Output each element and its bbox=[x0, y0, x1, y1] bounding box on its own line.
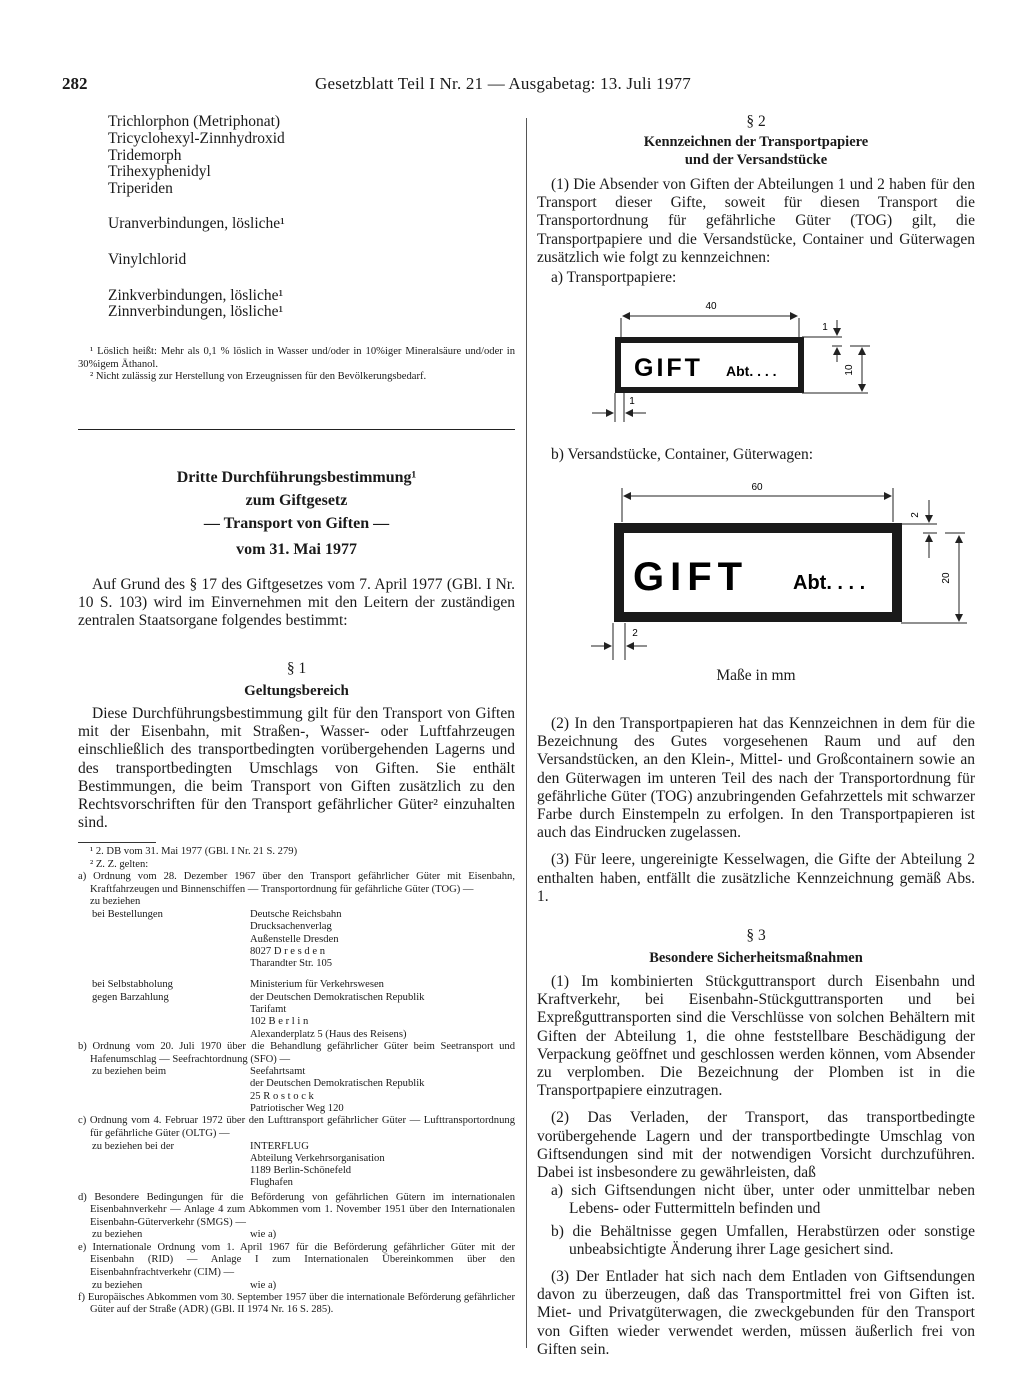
substance-list bbox=[108, 114, 285, 321]
abt-text: Abt. . . . bbox=[793, 572, 866, 594]
wie-a: wie a) bbox=[250, 1229, 277, 1241]
address-line: der Deutschen Demokratischen Republik bbox=[250, 991, 425, 1003]
zu-beziehen-beim: zu beziehen beim bbox=[92, 1066, 167, 1078]
footnote-item-c: c) Ordnung vom 4. Februar 1972 über den Lufttransport gefährlicher Güter — Lufttransportordnung für gefährliche Güter (OLTG) — bbox=[78, 1115, 515, 1139]
gift-text: GIFT bbox=[633, 555, 749, 599]
address-line: Ministerium für Verkehrswesen bbox=[250, 979, 384, 991]
address-line: Außenstelle Dresden bbox=[250, 933, 339, 945]
address-line: Alexanderplatz 5 (Haus des Reisens) bbox=[250, 1028, 407, 1040]
footnote-item-b: b) Ordnung vom 20. Juli 1970 über die Behandlung gefährlicher Güter beim Seetransport und Hafenumschlag — Seefrachtordnung (SFO) — bbox=[78, 1040, 515, 1065]
gift-text: GIFT bbox=[634, 354, 703, 382]
section-1-body bbox=[78, 705, 515, 832]
address-table-a bbox=[92, 909, 424, 1041]
section-3-item-a: a) sich Giftsendungen nicht über, unter oder unmittelbar neben Lebens- oder Futtermitteln befinden und bbox=[551, 1182, 975, 1218]
marking-diagram-transportpapiere bbox=[580, 290, 880, 430]
footnote-item-a: a) Ordnung vom 28. Dezember 1967 über den Transport gefährlicher Güter mit Eisenbahn, Kraftfahrzeugen und Binnenschiffen — Transportordnung für gefährliche Güter (TOG) — bbox=[78, 871, 515, 895]
list-item: Uranverbindungen, lösliche¹ bbox=[108, 214, 285, 232]
footnotes-top bbox=[78, 346, 515, 384]
column-divider bbox=[526, 118, 527, 1348]
dim-top-label: 2 bbox=[910, 512, 921, 518]
address-line: Tharandter Str. 105 bbox=[250, 958, 333, 970]
footnote-2-intro: ² Z. Z. gelten: bbox=[90, 858, 149, 870]
footnote-item-d: d) Besondere Bedingungen für die Beförderung von gefährlichen Gütern im internationalen Eisenbahnverkehr — Anlage 4 zum Abkommen vom 1. November 1951 über den Internationalen Eisenbahn-Güterverkehr (SMGS) — bbox=[78, 1191, 515, 1228]
address-line: Patriotischer Weg 120 bbox=[250, 1103, 344, 1115]
section-2-heading-line-1: Kennzeichnen der Transportpapiere bbox=[643, 134, 869, 150]
footnote-rule bbox=[78, 842, 156, 843]
zu-beziehen-bei-der: zu beziehen bei der bbox=[92, 1140, 175, 1152]
section-2-text-3: (3) Für leere, ungereinigte Kesselwagen, die Gifte der Abteilung 2 enthalten haben, entfällt die zusätzliche Kennzeichnung gemäß Abs. 1. bbox=[537, 851, 975, 905]
section-3-text-1: (1) Im kombinierten Stückguttransport durch Eisenbahn und Kraftverkehr, bei Eisenbahn-Stückguttransporten und bei Expreßguttransporten sind die Verschlüsse von solchen Behältern mit Giften der Abteilung 1, die ohne feststellbare Beschädigung der Verpackung geöffnet und geschlossen werden können, vom Absender zu verplomben. Die Bezeichnung der Plomben ist in die Transportpapiere einzutragen. bbox=[537, 973, 975, 1100]
footnote-1-ref: ¹ 2. DB vom 31. Mai 1977 (GBl. I Nr. 21 S. 279) bbox=[90, 846, 298, 857]
dim-left-label: 1 bbox=[629, 396, 635, 407]
section-2-para-2 bbox=[537, 715, 975, 906]
address-line: Flughafen bbox=[250, 1177, 293, 1189]
section-1-text: Diese Durchführungsbestimmung gilt für den Transport von Giften mit der Eisenbahn, mit Straßen-, Wasser- oder Luftfahrzeugen einschließlich des transportbedingten vorübergehenden Lagerns und des transportbedingten Umschlags von Giften. Sie enthält Bestimmungen, die beim Transport von Giften zusätzlich zu den Rechtsvorschriften für den Transport gefährlicher Güter² einzuhalten sind. bbox=[78, 705, 515, 832]
address-table-b bbox=[92, 1066, 424, 1115]
preamble bbox=[78, 576, 515, 631]
bei-bestellungen: bei Bestellungen bbox=[92, 908, 163, 920]
label-transportpapiere: a) Transportpapiere: bbox=[551, 269, 677, 286]
section-3-number: § 3 bbox=[746, 927, 766, 944]
address-table-c bbox=[92, 1141, 385, 1190]
list-item: Zinnverbindungen, lösliche¹ bbox=[108, 303, 284, 321]
zu-beziehen: zu beziehen bbox=[92, 1279, 143, 1291]
address-line: Tarifamt bbox=[250, 1004, 287, 1016]
section-3-item-b: b) die Behältnisse gegen Umfallen, Herabstürzen oder sonstige unbeabsichtigte Änderung ihrer Lage gesichert sind. bbox=[551, 1222, 975, 1258]
address-table-d bbox=[92, 1229, 276, 1241]
address-line: 8027 D r e s d e n bbox=[250, 945, 326, 957]
footnote-1: ¹ Löslich heißt: Mehr als 0,1 % löslich in Wasser und/oder in 10%iger Mineralsäure und/oder in 30%igem Äthanol. bbox=[78, 346, 515, 370]
dim-height-label: 20 bbox=[941, 572, 952, 584]
regulation-title bbox=[78, 466, 515, 535]
section-2-para-1 bbox=[537, 176, 975, 267]
list-item: Tridemorph bbox=[108, 146, 182, 164]
address-line: der Deutschen Demokratischen Republik bbox=[250, 1078, 425, 1090]
wie-a: wie a) bbox=[250, 1279, 277, 1291]
bei-selbstabholung: bei Selbstabholung bbox=[92, 979, 173, 991]
running-header: Gesetzblatt Teil I Nr. 21 — Ausgabetag: 13. Juli 1977 bbox=[315, 74, 691, 93]
section-2-heading bbox=[537, 134, 975, 169]
list-item: Tricyclohexyl-Zinnhydroxid bbox=[108, 129, 285, 147]
title-line-3: — Transport von Giften — bbox=[203, 515, 390, 532]
title-line-1: Dritte Durchführungsbestimmung¹ bbox=[176, 469, 417, 486]
page-number: 282 bbox=[62, 74, 88, 93]
dim-height-label: 10 bbox=[844, 364, 855, 376]
address-line: Deutsche Reichsbahn bbox=[250, 908, 342, 920]
label-versandstuecke: b) Versandstücke, Container, Güterwagen: bbox=[551, 446, 814, 463]
section-1-number: § 1 bbox=[286, 660, 307, 677]
list-item: Trichlorphon (Metriphonat) bbox=[108, 113, 281, 130]
list-item: Triperiden bbox=[108, 180, 173, 198]
section-2-number: § 2 bbox=[746, 113, 766, 130]
abt-text: Abt. . . . bbox=[726, 363, 777, 379]
address-line: Seefahrtsamt bbox=[250, 1066, 306, 1078]
zu-beziehen: zu beziehen bbox=[92, 1229, 143, 1241]
section-3-text-2: (2) Das Verladen, der Transport, das transportbedingte vorübergehende Lagern und der transportbedingte Umschlag von Giftsendungen sind mit der notwendigen Vorsicht durchzuführen. Dabei ist insbesondere zu gewährleisten, daß bbox=[537, 1109, 975, 1182]
regulation-date: vom 31. Mai 1977 bbox=[236, 541, 357, 558]
section-3-body bbox=[537, 973, 975, 1359]
address-line: INTERFLUG bbox=[250, 1140, 309, 1152]
gegen-barzahlung: gegen Barzahlung bbox=[92, 991, 169, 1003]
dim-width-label: 60 bbox=[751, 482, 763, 493]
section-2-text-2: (2) In den Transportpapieren hat das Kennzeichnen in dem für die Bezeichnung des Gutes vorgesehenen Raum und auf den Versandstücken, an den Klein-, Mittel- und Großcontainern sowie an den Güterwagen im unteren Teil des nach der Transportordnung für gefährliche Güter (TOG) anzubringenden Gefahrzettels mit schwarzer Farbe durch Einstempeln zu erfolgen. In den Transportpapieren ist auch das Eindrucken zugelassen. bbox=[537, 715, 975, 842]
section-3-heading: Besondere Sicherheitsmaßnahmen bbox=[649, 950, 863, 966]
title-line-2: zum Giftgesetz bbox=[245, 492, 348, 509]
section-2-heading-line-2: und der Versandstücke bbox=[684, 151, 828, 168]
footnotes-bottom bbox=[78, 846, 515, 1317]
marking-diagram-versandstuecke bbox=[585, 470, 970, 665]
footnote-a-zu: zu beziehen bbox=[90, 896, 141, 908]
address-line: Drucksachenverlag bbox=[250, 921, 332, 933]
dim-width-label: 40 bbox=[705, 301, 717, 312]
list-item: Zinkverbindungen, lösliche¹ bbox=[108, 286, 284, 304]
section-3-text-3: (3) Der Entlader hat sich nach dem Entladen von Giftsendungen davon zu überzeugen, daß das Transportmittel frei von Giften ist. Miet- und Privatgüterwagen, die zweckgebunden für den Transport von Giften wieder verwendet werden, müssen äußerlich frei von Giften sein. bbox=[537, 1268, 975, 1358]
list-item: Trihexyphenidyl bbox=[108, 163, 211, 181]
address-line: 25 R o s t o c k bbox=[250, 1090, 314, 1102]
footnote-2: ² Nicht zulässig zur Herstellung von Erzeugnissen für den Bevölkerungsbedarf. bbox=[90, 371, 427, 383]
address-line: 102 B e r l i n bbox=[250, 1016, 309, 1028]
mass-note: Maße in mm bbox=[716, 667, 796, 684]
footnote-item-f: f) Europäisches Abkommen vom 30. September 1957 über die internationale Beförderung gefährlicher Güter auf der Straße (ADR) (GBl. II 1974 Nr. 16 S. 285). bbox=[78, 1291, 515, 1316]
address-table-e bbox=[92, 1280, 276, 1292]
section-2-text-1: (1) Die Absender von Giften der Abteilungen 1 und 2 haben für den Transport dieser Gifte, soweit für diesen Transport die Transportordnung für gefährliche Güter (TOG) gilt, die Transportpapiere und die Versandstücke, Container und Güterwagen zusätzlich wie folgt zu kennzeichnen: bbox=[537, 176, 975, 266]
section-1-heading: Geltungsbereich bbox=[244, 683, 349, 699]
address-line: 1189 Berlin-Schönefeld bbox=[250, 1165, 352, 1177]
dim-top-label: 1 bbox=[822, 322, 828, 333]
footnote-item-e: e) Internationale Ordnung vom 1. April 1967 für die Beförderung gefährlicher Güter mit der Eisenbahn (RID) — Anlage I zum Internationalen Übereinkommen über den Eisenbahnfrachtverkehr (CIM) — bbox=[78, 1241, 515, 1278]
dim-left-label: 2 bbox=[632, 628, 638, 639]
preamble-text: Auf Grund des § 17 des Giftgesetzes vom 7. April 1977 (GBl. I Nr. 10 S. 103) wird im Einvernehmen mit den Leitern der zuständigen zentralen Staatsorgane folgendes bestimmt: bbox=[78, 576, 515, 630]
list-item: Vinylchlorid bbox=[108, 250, 187, 268]
section-rule bbox=[78, 429, 515, 430]
address-line: Abteilung Verkehrsorganisation bbox=[250, 1152, 385, 1164]
